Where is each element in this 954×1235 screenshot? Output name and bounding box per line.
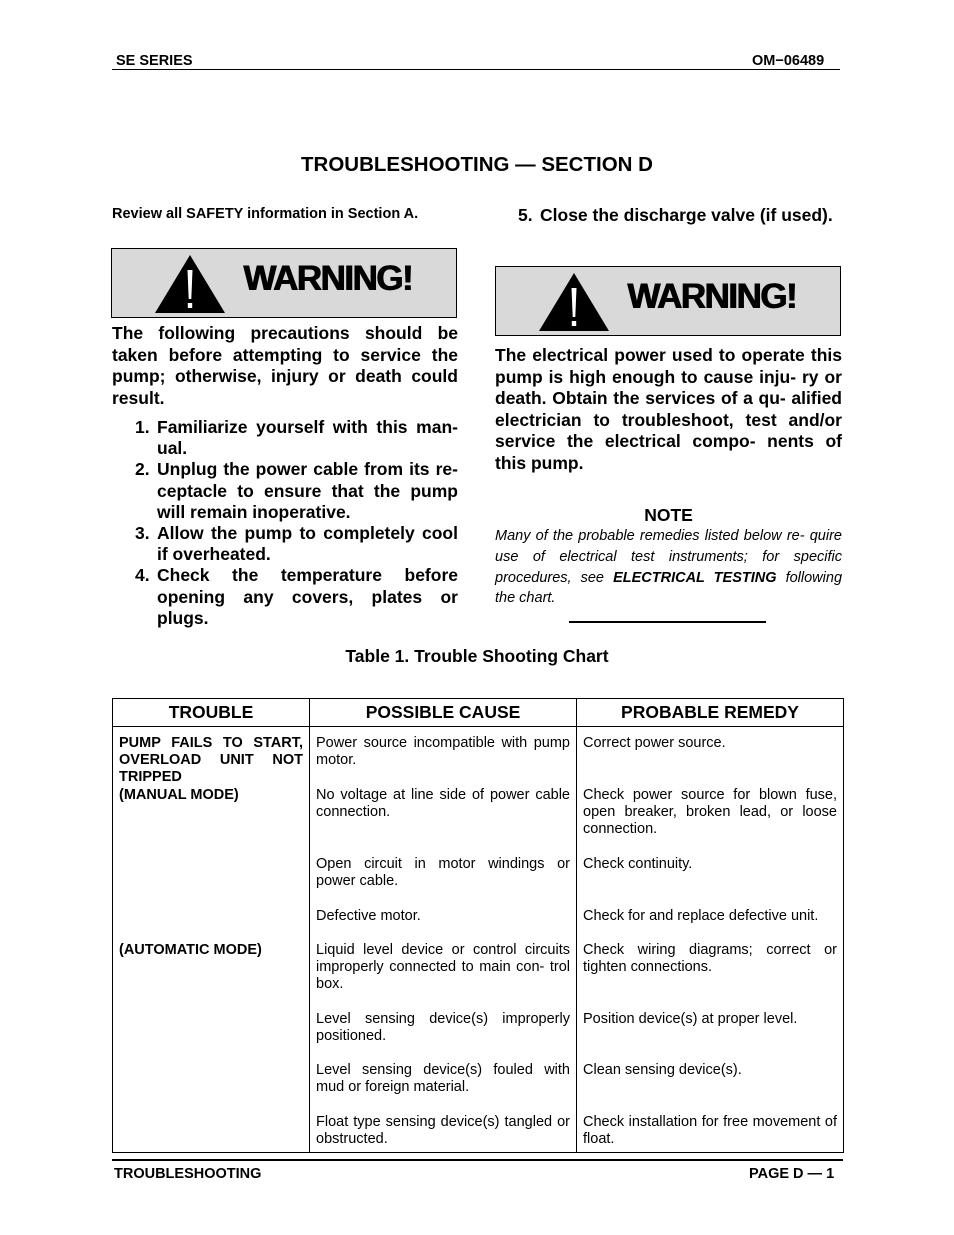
remedy-item: Clean sensing device(s). xyxy=(583,1062,742,1078)
remedy-item: Check wiring diagrams; correct or tighten connections. xyxy=(583,942,837,976)
precaution-number: 1. xyxy=(135,417,150,437)
table-title: Table 1. Trouble Shooting Chart xyxy=(345,646,609,666)
note-text-b: following the chart. xyxy=(495,569,843,607)
trouble-mode-automatic: (AUTOMATIC MODE) xyxy=(119,942,262,958)
precaution-item xyxy=(135,459,458,523)
warning-box-2 xyxy=(495,266,841,336)
cause-item: Power source incompatible with pump motor. xyxy=(316,735,570,769)
table-row xyxy=(113,727,844,1153)
remedy-item: Check for and replace defective unit. xyxy=(583,908,819,924)
note-text xyxy=(495,526,842,609)
column-header-remedy: PROBABLE REMEDY xyxy=(577,699,844,727)
cause-item: Level sensing device(s) improperly positioned. xyxy=(316,1011,570,1045)
header-rule xyxy=(112,69,840,70)
cause-item: Level sensing device(s) fouled with mud or foreign material. xyxy=(316,1062,570,1096)
cause-item: Float type sensing device(s) tangled or obstructed. xyxy=(316,1114,570,1148)
step-text: Close the discharge valve (if used). xyxy=(540,205,833,225)
cause-item: Defective motor. xyxy=(316,908,421,924)
note-text-bold: ELECTRICAL TESTING xyxy=(613,569,777,586)
precaution-number: 4. xyxy=(135,565,150,586)
precaution-item xyxy=(135,417,458,459)
warning-2-text: The electrical power used to operate this pump is high enough to cause inju- ry or death. Obtain the services of a qu- alified electrician to troubleshoot, test and/or service the electrical compo- nents of this pump. xyxy=(495,345,842,473)
remedy-item: Check installation for free movement of float. xyxy=(583,1114,837,1148)
warning-triangle-icon xyxy=(154,254,226,314)
precaution-text: Unplug the power cable from its re- ceptacle to ensure that the pump will remain inoperative. xyxy=(157,459,458,522)
precaution-text: Familiarize yourself with this man- ual. xyxy=(157,417,458,459)
precaution-text: Check the temperature before opening any covers, plates or plugs. xyxy=(157,565,458,628)
step-number: 5. xyxy=(518,205,533,225)
warning-triangle-icon xyxy=(538,272,610,332)
cause-cell xyxy=(310,727,577,1153)
remedy-item: Correct power source. xyxy=(583,735,726,751)
safety-lead: Review all SAFETY information in Section A. xyxy=(112,206,419,222)
precaution-list xyxy=(135,417,458,629)
remedy-item: Position device(s) at proper level. xyxy=(583,1011,798,1027)
footer-page-number: PAGE D — 1 xyxy=(749,1166,835,1182)
precaution-number: 2. xyxy=(135,459,150,480)
cause-item: No voltage at line side of power cable connection. xyxy=(316,787,570,821)
step-item xyxy=(518,205,842,226)
remedy-item: Check power source for blown fuse, open breaker, broken lead, or loose connection. xyxy=(583,787,837,838)
trouble-name: PUMP FAILS TO START, OVERLOAD UNIT NOT TRIPPED xyxy=(119,735,303,786)
header-series: SE SERIES xyxy=(116,53,193,69)
precaution-item xyxy=(135,565,458,629)
precaution-item xyxy=(135,523,458,565)
note-end-rule xyxy=(569,621,766,623)
warning-1-text: The following precautions should be taken before attempting to service the pump; otherwise, injury or death could result. xyxy=(112,323,458,408)
note-text-a: Many of the probable remedies listed below re- quire use of electrical test instruments; for specific procedures, see xyxy=(495,528,842,586)
cause-item: Open circuit in motor windings or power cable. xyxy=(316,856,570,890)
trouble-mode-manual: (MANUAL MODE) xyxy=(119,787,239,803)
header-doc-number: OM−06489 xyxy=(752,53,825,69)
column-header-trouble: TROUBLE xyxy=(113,699,310,727)
warning-label-2: WARNING! xyxy=(627,277,796,316)
trouble-shooting-table xyxy=(112,698,844,1153)
column-header-cause: POSSIBLE CAUSE xyxy=(310,699,577,727)
remedy-item: Check continuity. xyxy=(583,856,693,872)
trouble-cell xyxy=(113,727,310,1153)
footer-rule xyxy=(112,1159,843,1161)
remedy-cell xyxy=(577,727,844,1153)
note-heading: NOTE xyxy=(644,505,693,525)
table-header-row xyxy=(113,699,844,727)
warning-label-1: WARNING! xyxy=(243,259,412,298)
precaution-number: 3. xyxy=(135,523,150,544)
footer-section: TROUBLESHOOTING xyxy=(114,1166,262,1182)
step-list xyxy=(518,205,842,226)
cause-item: Liquid level device or control circuits improperly connected to main con- trol box. xyxy=(316,942,570,993)
warning-box-1 xyxy=(111,248,457,318)
section-title: TROUBLESHOOTING — SECTION D xyxy=(301,153,653,176)
precaution-text: Allow the pump to completely cool if overheated. xyxy=(157,523,458,565)
